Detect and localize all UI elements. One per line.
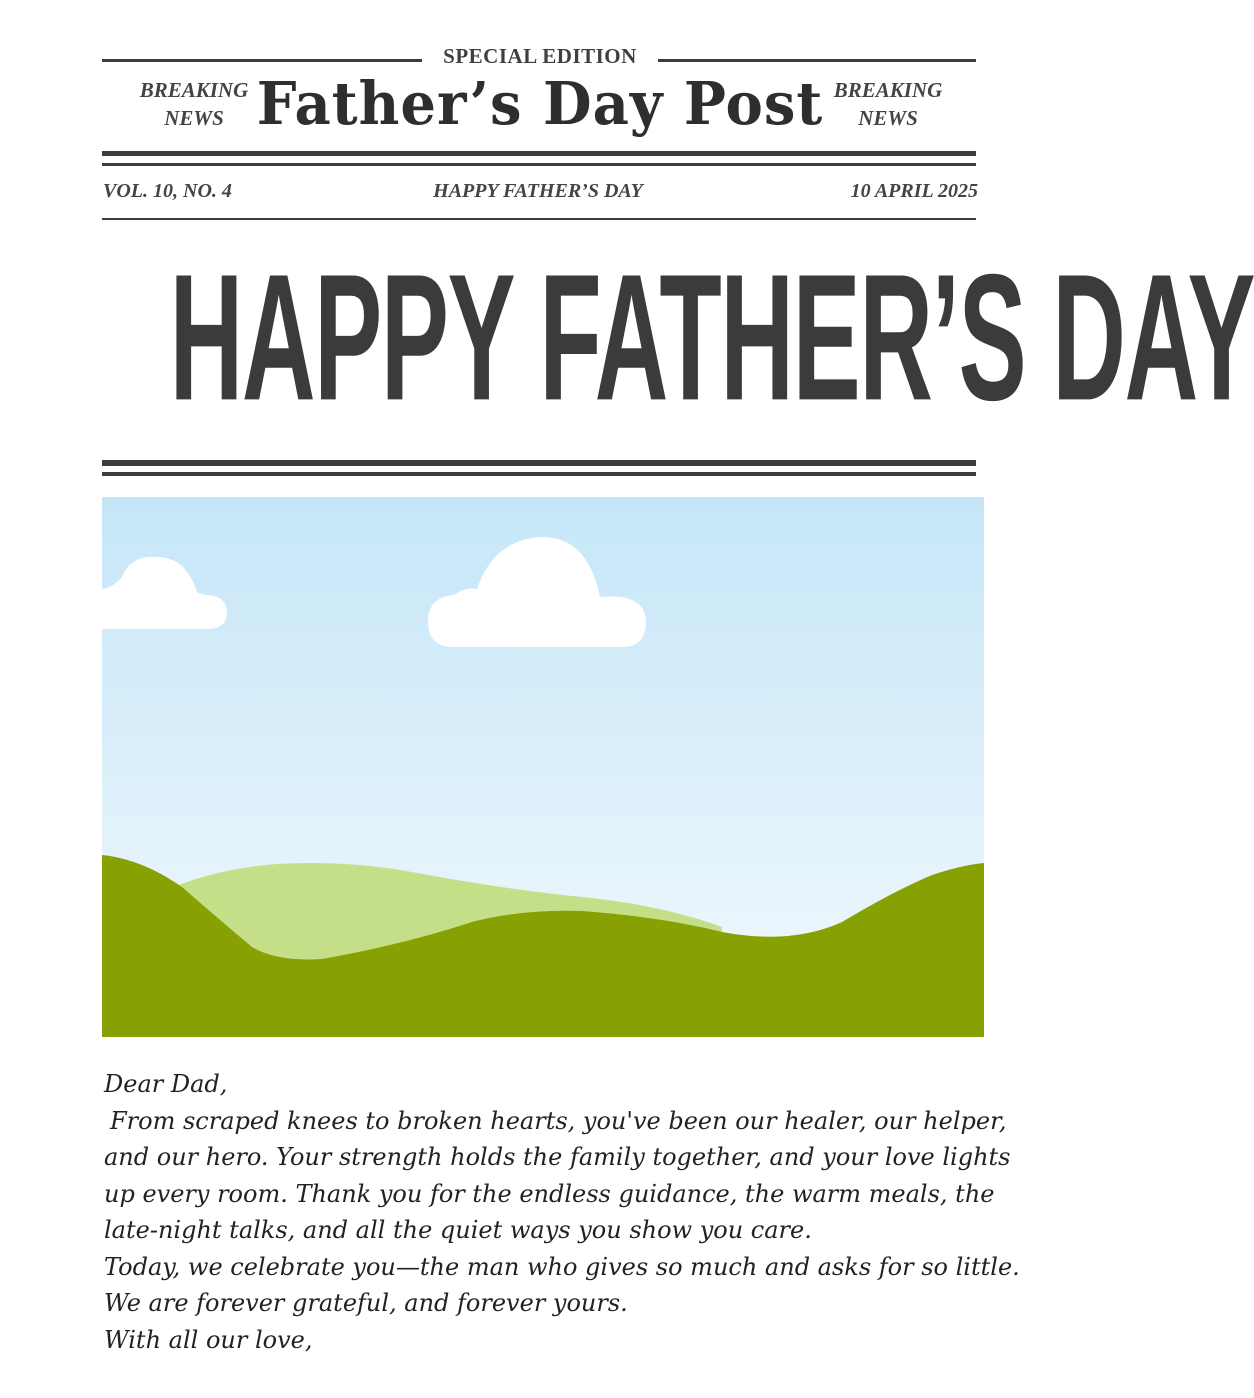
letter-paragraph-2: Today, we celebrate you—the man who gives so much and asks for so little. [104, 1252, 1020, 1281]
masthead-title: Father’s Day Post [256, 69, 824, 139]
headline-thin-rule [102, 472, 976, 476]
masthead-thin-rule [102, 163, 976, 166]
dateline-center: HAPPY FATHER’S DAY [433, 180, 643, 202]
letter-paragraph-3: We are forever grateful, and forever yours. [104, 1289, 628, 1317]
breaking-news-right-line1: BREAKING [833, 78, 943, 102]
letter-paragraph-1: From scraped knees to broken hearts, you've been our healer, our helper, and our hero. Your strength holds the family together, and your love lights up every room. Thank you for the endless guidance, the warm meals, the late-night talks, and all the quiet ways you show you care. [104, 1106, 1011, 1244]
issue-date: 10 APRIL 2025 [850, 180, 978, 202]
edition-label: SPECIAL EDITION [443, 44, 637, 68]
letter-greeting: Dear Dad, [104, 1070, 228, 1098]
breaking-news-left-line1: BREAKING [139, 78, 249, 102]
breaking-news-right-line2: NEWS [858, 106, 918, 130]
volume-label: VOL. 10, NO. 4 [103, 180, 232, 202]
letter-closing: With all our love, [104, 1325, 313, 1354]
breaking-news-left-line2: NEWS [164, 106, 224, 130]
main-headline: HAPPY FATHER’S DAY [169, 236, 1254, 438]
letter [104, 1066, 1024, 1358]
headline-thick-rule [102, 460, 976, 466]
masthead-thick-rule [102, 151, 976, 156]
breaking-news-right [808, 76, 968, 132]
landscape-illustration [102, 497, 984, 1037]
